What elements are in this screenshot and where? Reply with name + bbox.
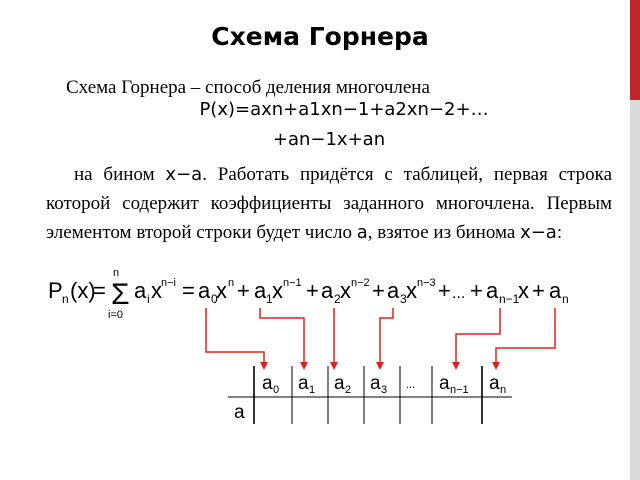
- svg-text:3: 3: [400, 292, 407, 306]
- arrows: [206, 308, 555, 370]
- arrow-a0: [206, 308, 268, 370]
- svg-text:1: 1: [309, 384, 316, 396]
- svg-text:n−1: n−1: [499, 292, 520, 306]
- svg-text:x: x: [216, 278, 227, 303]
- table-header-row: [262, 373, 506, 396]
- binom-text-2: x−a: [520, 222, 557, 243]
- formula-eq-2: =: [182, 278, 195, 303]
- formula-P-sub-n: n: [62, 292, 69, 306]
- para-after-a: , взятое из бинома: [367, 222, 516, 243]
- table-cell-a0: a: [262, 373, 273, 394]
- polynomial-line-2: +an−1x+an: [272, 129, 386, 150]
- para-end: :: [556, 222, 563, 243]
- arrow-a3: [376, 308, 393, 370]
- binom-text: x−a: [165, 164, 203, 185]
- svg-text:+: +: [532, 278, 545, 303]
- svg-text:n−3: n−3: [417, 277, 436, 289]
- svg-text:n: n: [500, 384, 507, 396]
- term-a3: a: [387, 278, 400, 303]
- table-cell-an: a: [489, 373, 500, 394]
- slide-title: Схема Горнера: [211, 22, 429, 51]
- polynomial-line-1: P(x)=axn+a1xn−1+a2xn−2+…: [199, 99, 489, 120]
- formula-ai-sup: n−i: [161, 277, 176, 289]
- svg-text:+: +: [470, 278, 483, 303]
- svg-text:x: x: [272, 278, 283, 303]
- formula-ai-x: x: [151, 278, 162, 303]
- svg-text:3: 3: [381, 384, 388, 396]
- formula-P: P: [48, 278, 63, 303]
- formula-eq-1: =: [93, 278, 106, 303]
- table-cell-a2: a: [334, 373, 345, 394]
- svg-text:2: 2: [345, 384, 352, 396]
- arrow-an: [492, 308, 555, 370]
- term-ellipsis: ...: [452, 285, 466, 302]
- svg-text:+: +: [306, 278, 319, 303]
- arrow-a2: [330, 308, 338, 370]
- svg-text:1: 1: [266, 292, 273, 306]
- formula-lhs-x: (x): [70, 278, 96, 303]
- table-row-label: a: [234, 402, 245, 423]
- expansion-formula: [48, 267, 569, 321]
- svg-text:n: n: [228, 277, 235, 289]
- svg-text:n−1: n−1: [283, 277, 302, 289]
- formula-ai: a: [134, 278, 147, 303]
- sum-lower: i=0: [108, 309, 123, 321]
- svg-text:+: +: [438, 278, 451, 303]
- sum-sign: Σ: [111, 278, 130, 311]
- term-a1: a: [254, 278, 267, 303]
- sum-upper: n: [113, 267, 120, 279]
- svg-text:+: +: [372, 278, 385, 303]
- svg-text:n: n: [562, 292, 569, 306]
- a-value: a: [356, 222, 368, 243]
- svg-text:x: x: [340, 278, 351, 303]
- table-cell-ellipsis: ...: [406, 379, 416, 391]
- svg-text:x: x: [406, 278, 417, 303]
- formula-ai-sub: i: [147, 292, 150, 306]
- table-cell-an-1: a: [439, 373, 450, 394]
- svg-text:+: +: [237, 278, 250, 303]
- term-a0: a: [198, 278, 211, 303]
- table-cell-a1: a: [298, 373, 309, 394]
- svg-text:n−1: n−1: [450, 384, 469, 396]
- table-cell-a3: a: [370, 373, 381, 394]
- arrow-a1: [260, 308, 308, 370]
- term-an: a: [549, 278, 562, 303]
- term-a2: a: [321, 278, 334, 303]
- svg-text:0: 0: [273, 384, 280, 396]
- svg-text:0: 0: [211, 292, 218, 306]
- para-prefix: на бином: [74, 164, 155, 185]
- para-middle: . Работать придётся с таблицей, первая строка которой содержит коэффициенты заданного многочлена. Первым элементом второй строки будет число: [46, 164, 613, 243]
- svg-text:n−2: n−2: [351, 277, 370, 289]
- term-an-1: a: [486, 278, 499, 303]
- intro-text: Схема Горнера – способ деления многочлена: [66, 77, 430, 98]
- arrow-an-1: [452, 308, 500, 370]
- svg-text:2: 2: [334, 292, 341, 306]
- svg-text:x: x: [518, 278, 529, 303]
